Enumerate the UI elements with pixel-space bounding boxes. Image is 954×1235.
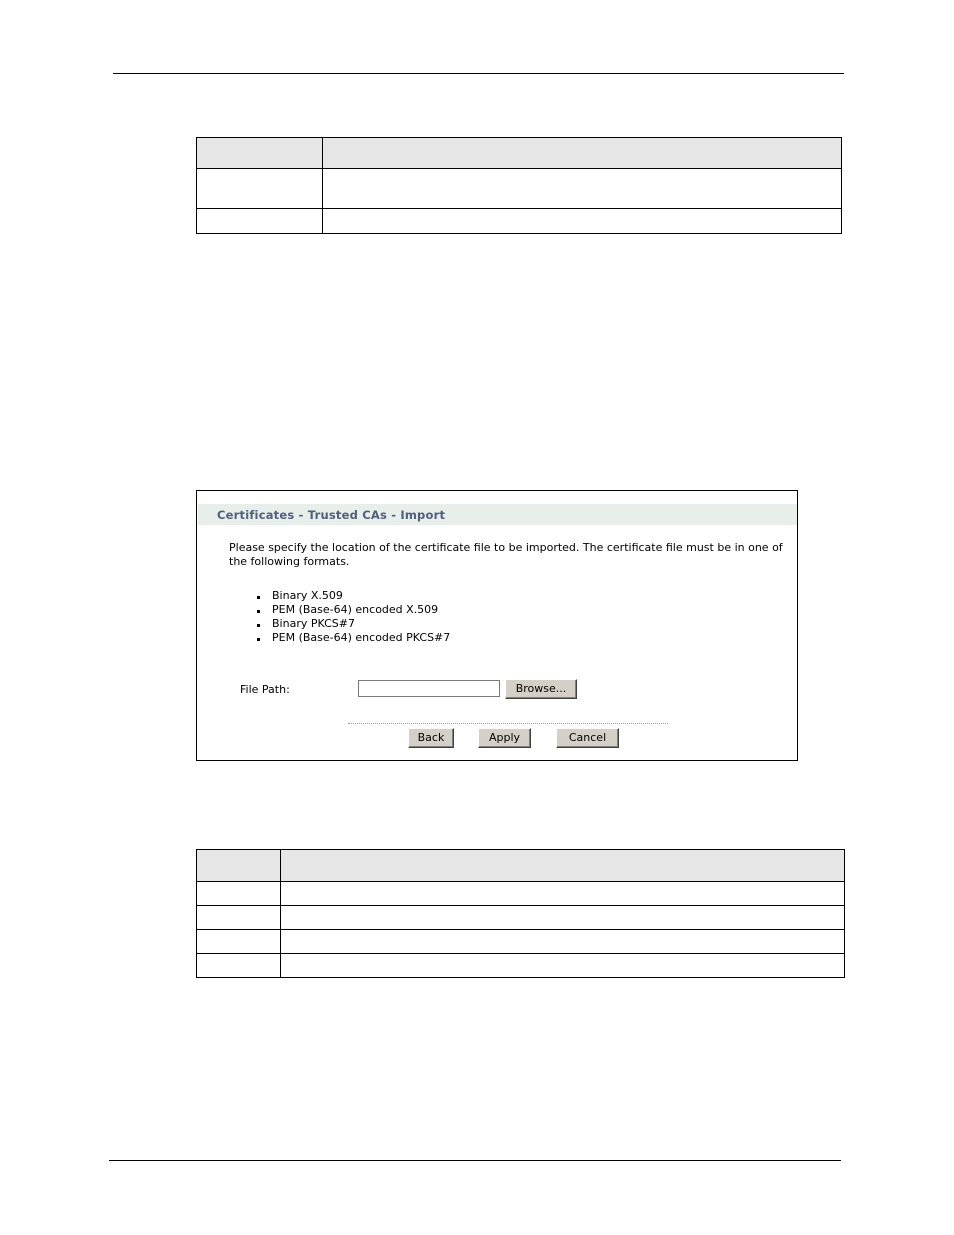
list-item: Binary PKCS#7	[255, 617, 450, 631]
table-row	[197, 169, 842, 209]
table-cell	[197, 954, 281, 978]
table-header-cell	[197, 138, 323, 169]
list-item: PEM (Base-64) encoded X.509	[255, 603, 450, 617]
table-header-row	[197, 138, 842, 169]
intro-text: Please specify the location of the certificate file to be imported. The certificate file must be in one of the following formats.	[229, 541, 783, 568]
table-cell	[197, 882, 281, 906]
table-cell	[281, 930, 845, 954]
table-header-cell	[197, 850, 281, 882]
footer-rule	[109, 1160, 841, 1161]
table-cell	[197, 209, 323, 234]
dialog-titlebar	[198, 504, 797, 525]
header-rule	[113, 73, 844, 74]
bullet-icon	[257, 610, 260, 613]
table-row	[197, 954, 845, 978]
table-row	[197, 882, 845, 906]
table-header-cell	[281, 850, 845, 882]
field-description-table-1	[196, 137, 842, 234]
file-path-input[interactable]	[358, 680, 500, 697]
table-cell	[281, 906, 845, 930]
table-cell	[281, 882, 845, 906]
table-cell	[323, 169, 842, 209]
format-list	[255, 589, 450, 645]
file-path-label: File Path:	[240, 683, 290, 696]
list-item: Binary X.509	[255, 589, 450, 603]
table-row	[197, 930, 845, 954]
table-cell	[197, 930, 281, 954]
browse-button[interactable]: Browse...	[505, 679, 577, 699]
table-cell	[197, 169, 323, 209]
table-header-row	[197, 850, 845, 882]
dialog-title: Certificates - Trusted CAs - Import	[217, 508, 446, 522]
table-cell	[323, 209, 842, 234]
cancel-button[interactable]: Cancel	[556, 728, 619, 748]
bullet-icon	[257, 638, 260, 641]
divider	[348, 723, 668, 724]
back-button[interactable]: Back	[408, 728, 454, 748]
table-cell	[197, 906, 281, 930]
table-row	[197, 209, 842, 234]
bullet-icon	[257, 624, 260, 627]
list-item: PEM (Base-64) encoded PKCS#7	[255, 631, 450, 645]
table-cell	[281, 954, 845, 978]
table-row	[197, 906, 845, 930]
import-screenshot	[196, 490, 798, 761]
bullet-icon	[257, 596, 260, 599]
field-description-table-2	[196, 849, 845, 978]
table-header-cell	[323, 138, 842, 169]
apply-button[interactable]: Apply	[478, 728, 531, 748]
